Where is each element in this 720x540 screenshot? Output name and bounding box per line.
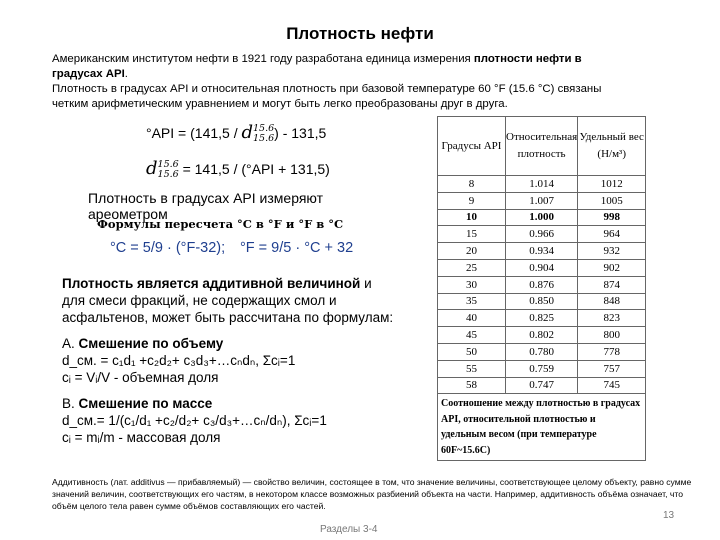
table-cell: 745 bbox=[578, 377, 646, 394]
table-cell: 9 bbox=[438, 192, 506, 209]
table-header-row bbox=[438, 117, 646, 176]
table-cell: 20 bbox=[438, 243, 506, 260]
table-cell: 998 bbox=[578, 209, 646, 226]
conversion-title: Формулы пересчета °С в °F и °F в °С bbox=[97, 217, 344, 231]
table-cell: 902 bbox=[578, 259, 646, 276]
table-cell: 0.966 bbox=[506, 226, 578, 243]
table-cell: 1005 bbox=[578, 192, 646, 209]
table-cell: 0.825 bbox=[506, 310, 578, 327]
mix-volume-block: А. Смешение по объему d_см. = c₁d₁ +c₂d₂+ c₃d₃+…cₙdₙ, Σcᵢ=1 cᵢ = Vᵢ/V - объемная доля bbox=[62, 335, 422, 386]
table-row bbox=[438, 293, 646, 310]
table-row bbox=[438, 209, 646, 226]
table-cell: 1.014 bbox=[506, 176, 578, 193]
mix-mass-note: cᵢ = mᵢ/m - массовая доля bbox=[62, 430, 221, 445]
table-cell: 50 bbox=[438, 343, 506, 360]
d-fraction: 15.6 15.6 bbox=[253, 123, 275, 145]
table-cell: 778 bbox=[578, 343, 646, 360]
table-cell: 25 bbox=[438, 259, 506, 276]
table-row bbox=[438, 176, 646, 193]
api-measure-text: Плотность в градусах API измеряют ареометром bbox=[88, 190, 324, 222]
table-cell: 0.759 bbox=[506, 360, 578, 377]
table-cell: 800 bbox=[578, 327, 646, 344]
table-cell: 55 bbox=[438, 360, 506, 377]
table-cell: 10 bbox=[438, 209, 506, 226]
table-row bbox=[438, 226, 646, 243]
table-row bbox=[438, 310, 646, 327]
table-cell: 1.000 bbox=[506, 209, 578, 226]
table-row bbox=[438, 192, 646, 209]
mix-mass-block: B. Смешение по массе d_см.= 1/(c₁/d₁ +c₂/d₂+ c₃/d₃+…cₙ/dₙ), Σcᵢ=1 cᵢ = mᵢ/m - массовая доля bbox=[62, 395, 422, 446]
intro-line-2: градусах API. bbox=[52, 68, 128, 80]
table-cell: 1012 bbox=[578, 176, 646, 193]
table-cell: 15 bbox=[438, 226, 506, 243]
table-cell: 1.007 bbox=[506, 192, 578, 209]
api-table-container bbox=[437, 116, 646, 461]
table-cell: 848 bbox=[578, 293, 646, 310]
table-cell: 58 bbox=[438, 377, 506, 394]
table-row bbox=[438, 377, 646, 394]
mix-volume-note: cᵢ = Vᵢ/V - объемная доля bbox=[62, 370, 219, 385]
table-cell: 0.780 bbox=[506, 343, 578, 360]
table-row bbox=[438, 327, 646, 344]
footer-section-label: Разделы 3-4 bbox=[320, 524, 378, 535]
table-cell: 0.876 bbox=[506, 276, 578, 293]
intro-line-1: Американским институтом нефти в 1921 году разработана единица измерения плотности нефти в bbox=[52, 53, 582, 65]
table-cell: 30 bbox=[438, 276, 506, 293]
table-row bbox=[438, 259, 646, 276]
table-cell: 35 bbox=[438, 293, 506, 310]
table-row bbox=[438, 343, 646, 360]
celsius-formula: °С = 5/9 · (°F-32); bbox=[110, 240, 226, 256]
table-body bbox=[438, 176, 646, 394]
table-cell: 964 bbox=[578, 226, 646, 243]
header-relative-density: Относительная плотность bbox=[506, 117, 578, 176]
api-formula: °API = (141,5 / d 15.6 15.6 ) - 131,5 bbox=[146, 122, 327, 145]
table-cell: 0.904 bbox=[506, 259, 578, 276]
table-cell: 0.747 bbox=[506, 377, 578, 394]
table-caption: Соотношение между плотностью в градусах API, относительной плотностью и удельным весом (при температуре 60F~15.6C) bbox=[438, 394, 646, 461]
fahrenheit-formula: °F = 9/5 · °С + 32 bbox=[240, 240, 354, 256]
table-cell: 874 bbox=[578, 276, 646, 293]
table-row bbox=[438, 360, 646, 377]
api-density-table bbox=[437, 116, 646, 461]
table-cell: 757 bbox=[578, 360, 646, 377]
page-number: 13 bbox=[663, 510, 675, 521]
table-row bbox=[438, 276, 646, 293]
page-title: Плотность нефти bbox=[286, 24, 434, 43]
intro-paragraph bbox=[52, 52, 652, 112]
table-cell: 0.934 bbox=[506, 243, 578, 260]
table-cell: 0.802 bbox=[506, 327, 578, 344]
mix-volume-formula: d_см. = c₁d₁ +c₂d₂+ c₃d₃+…cₙdₙ, Σcᵢ=1 bbox=[62, 353, 296, 368]
table-cell: 8 bbox=[438, 176, 506, 193]
table-cell: 40 bbox=[438, 310, 506, 327]
mix-mass-formula: d_см.= 1/(c₁/d₁ +c₂/d₂+ c₃/d₃+…cₙ/dₙ), Σcᵢ=1 bbox=[62, 413, 327, 428]
additivity-text: Плотность является аддитивной величиной и для смеси фракций, не содержащих смол и асфальтенов, может быть рассчитана по формулам: bbox=[62, 276, 394, 325]
d-formula: d 15.6 15.6 = 141,5 / (°API + 131,5) bbox=[146, 158, 330, 181]
header-specific-weight: Удельный вес (Н/м³) bbox=[578, 117, 646, 176]
d-fraction-2: 15.6 15.6 bbox=[157, 159, 179, 181]
intro-line-4: четким арифметическим уравнением и могут быть легко преобразованы друг в друга. bbox=[52, 98, 508, 110]
table-cell: 45 bbox=[438, 327, 506, 344]
header-api: Градусы API bbox=[438, 117, 506, 176]
table-row bbox=[438, 243, 646, 260]
footnote-additivity: Аддитивность (лат. additivus — прибавляемый) — свойство величин, состоящее в том, что значение величины, соответствующее целому объекту, равно сумме значений величин, соответствующих его частям, в некотором классе возможных разбиений объекта на части. Например, аддитивность объёма означает, что объём целого тела равен сумме объёмов составляющих его частей. bbox=[52, 477, 692, 511]
table-cell: 932 bbox=[578, 243, 646, 260]
intro-line-3: Плотность в градусах API и относительная плотность при базовой температуре 60 °F (15.6 °C) связаны bbox=[52, 83, 602, 95]
table-cell: 823 bbox=[578, 310, 646, 327]
table-cell: 0.850 bbox=[506, 293, 578, 310]
